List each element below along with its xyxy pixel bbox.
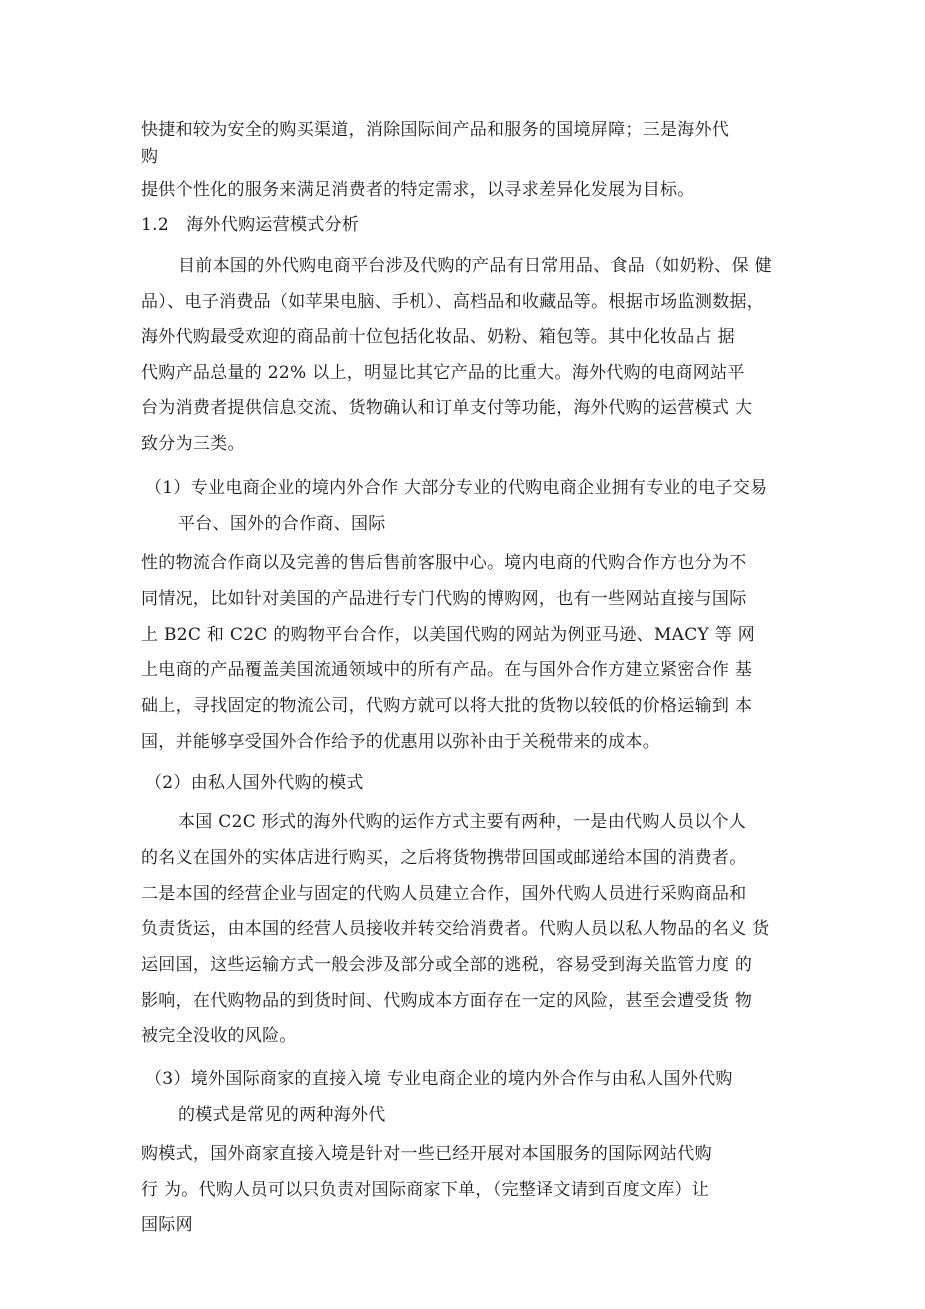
text-line: 二是本国的经营企业与固定的代购人员建立合作，国外代购人员进行采购商品和 xyxy=(141,884,747,904)
text-line: 代购产品总量的 22% 以上，明显比其它产品的比重大。海外代购的电商网站平 xyxy=(141,363,745,383)
text-line: 品）、电子消费品（如苹果电脑、手机）、高档品和收藏品等。根据市场监测数据， xyxy=(141,292,765,312)
text-line: 海外代购最受欢迎的商品前十位包括化妆品、奶粉、箱包等。其中化妆品占 据 xyxy=(141,327,735,347)
text-line: 平台、国外的合作商、国际 xyxy=(178,514,386,534)
text-line: 上电商的产品覆盖美国流通领域中的所有产品。在与国外合作方建立紧密合作 基 xyxy=(141,660,753,680)
text-line: 影响，在代购物品的到货时间、代购成本方面存在一定的风险，甚至会遭受货 物 xyxy=(141,991,753,1011)
text-line: 致分为三类。 xyxy=(141,434,245,454)
text-line: 购 xyxy=(141,147,159,167)
text-line: 台为消费者提供信息交流、货物确认和订单支付等功能，海外代购的运营模式 大 xyxy=(141,398,753,418)
text-line: 国际网 xyxy=(141,1215,193,1235)
text-line: 的名义在国外的实体店进行购买，之后将货物携带回国或邮递给本国的消费者。 xyxy=(141,848,747,868)
section-heading: 1.2 海外代购运营模式分析 xyxy=(141,215,360,235)
text-line: 础上，寻找固定的物流公司，代购方就可以将大批的货物以较低的价格运输到 本 xyxy=(141,696,753,716)
text-line: 本国 C2C 形式的海外代购的运作方式主要有两种，一是由代购人员以个人 xyxy=(178,812,747,832)
text-line: 性的物流合作商以及完善的售后售前客服中心。境内电商的代购合作方也分为不 xyxy=(141,553,747,573)
text-line: 运回国，这些运输方式一般会涉及部分或全部的逃税，容易受到海关监管力度 的 xyxy=(141,955,753,975)
text-line: 被完全没收的风险。 xyxy=(141,1026,297,1046)
text-line: 购模式，国外商家直接入境是针对一些已经开展对本国服务的国际网站代购 xyxy=(141,1144,712,1164)
text-line: 行 为。代购人员可以只负责对国际商家下单，（完整译文请到百度文库）让 xyxy=(141,1180,710,1200)
list-item-heading: （1）专业电商企业的境内外合作 大部分专业的代购电商企业拥有专业的电子交易 xyxy=(145,478,768,498)
text-line: 的模式是常见的两种海外代 xyxy=(178,1105,386,1125)
text-line: 目前本国的外代购电商平台涉及代购的产品有日常用品、食品（如奶粉、保 健 xyxy=(178,256,772,276)
list-item-heading: （3）境外国际商家的直接入境 专业电商企业的境内外合作与由私人国外代购 xyxy=(145,1069,733,1089)
text-line: 上 B2C 和 C2C 的购物平台合作，以美国代购的网站为例亚马逊、MACY 等 网 xyxy=(141,625,756,645)
text-line: 快捷和较为安全的购买渠道，消除国际间产品和服务的国境屏障；三是海外代 xyxy=(141,120,730,140)
text-line: 同情况，比如针对美国的产品进行专门代购的博购网，也有一些网站直接与国际 xyxy=(141,589,747,609)
text-line: 提供个性化的服务来满足消费者的特定需求，以寻求差异化发展为目标。 xyxy=(141,180,695,200)
list-item-heading: （2）由私人国外代购的模式 xyxy=(145,773,364,793)
text-line: 负责货运，由本国的经营人员接收并转交给消费者。代购人员以私人物品的名义 货 xyxy=(141,919,770,939)
text-line: 国，并能够享受国外合作给予的优惠用以弥补由于关税带来的成本。 xyxy=(141,732,660,752)
